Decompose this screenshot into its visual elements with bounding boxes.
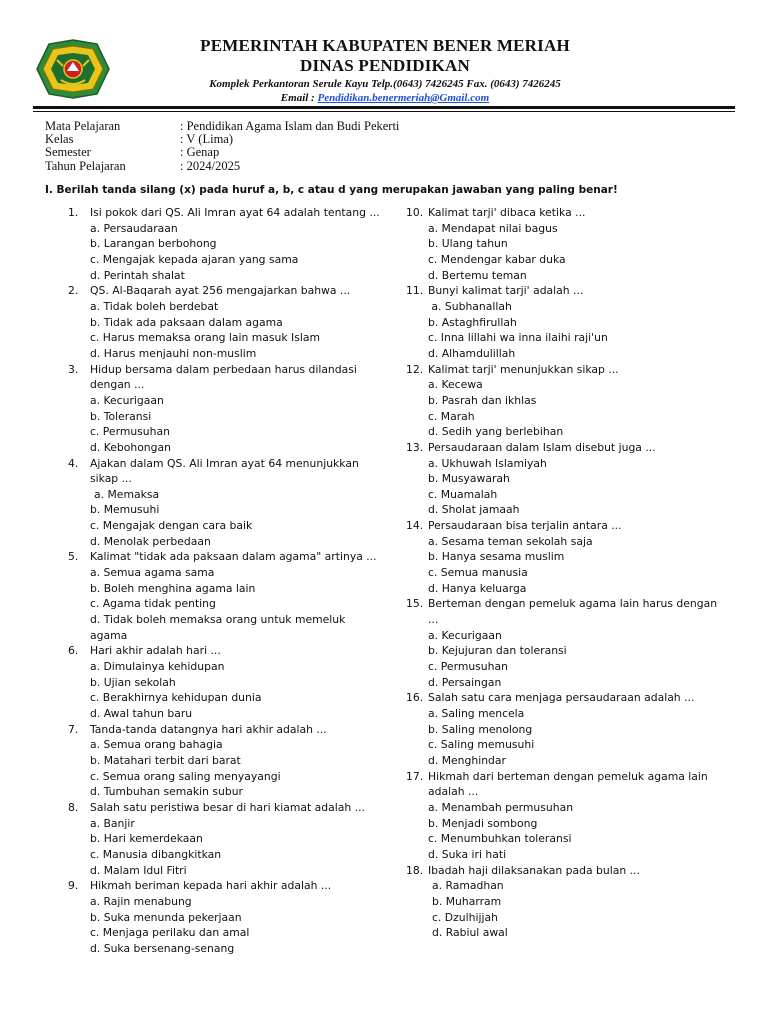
question-item	[62, 800, 382, 878]
answer-option[interactable]: c. Semua manusia	[428, 566, 528, 580]
answer-option[interactable]: c. Semua orang saling menyayangi	[90, 769, 281, 783]
answer-option[interactable]: b. Kejujuran dan toleransi	[428, 644, 567, 658]
question-number: 13.	[406, 440, 424, 454]
answer-option[interactable]: b. Memusuhi	[90, 503, 160, 517]
answer-option[interactable]: d. Awal tahun baru	[90, 707, 193, 720]
info-value: : 2024/2025	[180, 158, 241, 173]
question-number: 2.	[68, 284, 79, 298]
question-number: 18.	[406, 863, 424, 877]
answer-option[interactable]: b. Tidak ada paksaan dalam agama	[90, 315, 283, 329]
question-number: 14.	[406, 519, 424, 533]
answer-option[interactable]: b. Suka menunda pekerjaan	[90, 910, 242, 924]
answer-option[interactable]: d. Suka iri hati	[428, 847, 507, 861]
answer-option[interactable]: a. Ramadhan	[432, 879, 504, 893]
question-item	[400, 596, 730, 690]
answer-option[interactable]: a. Ukhuwah Islamiyah	[428, 456, 547, 470]
answer-option[interactable]: b. Musyawarah	[428, 472, 510, 486]
answer-option[interactable]: d. Malam Idul Fitri	[90, 863, 187, 877]
answer-option[interactable]: a. Kecurigaan	[90, 393, 164, 407]
question-number: 7.	[68, 722, 79, 736]
answer-option[interactable]: d. Persaingan	[428, 675, 502, 689]
answer-option[interactable]: c. Muamalah	[428, 487, 498, 501]
question-text: Ajakan dalam QS. Ali Imran ayat 64 menunjukkan sikap ...	[90, 456, 359, 486]
question-text: Berteman dengan pemeluk agama lain harus dengan ...	[428, 597, 718, 627]
question-number: 5.	[68, 550, 79, 564]
questions-column-left	[62, 205, 382, 957]
office-email-line	[120, 91, 650, 105]
answer-option[interactable]: b. Ulang tahun	[428, 237, 508, 251]
info-key: Kelas	[45, 132, 74, 147]
answer-option[interactable]: d. Sholat jamaah	[428, 503, 520, 517]
answer-option[interactable]: c. Agama tidak penting	[90, 597, 216, 611]
question-item	[400, 440, 730, 518]
email-label: Email :	[280, 92, 318, 104]
question-item	[400, 283, 730, 361]
answer-option[interactable]: d. Suka bersenang-senang	[90, 941, 235, 955]
question-item	[62, 549, 382, 643]
question-text: Kalimat tarji' menunjukkan sikap ...	[428, 362, 619, 376]
question-item	[400, 863, 730, 941]
answer-option[interactable]: b. Hanya sesama muslim	[428, 550, 565, 564]
answer-option[interactable]: a. Menambah permusuhan	[428, 800, 574, 814]
email-link[interactable]: Pendidikan.benermeriah@Gmail.com	[317, 92, 490, 104]
question-text: Hari akhir adalah hari ...	[90, 644, 221, 658]
answer-option[interactable]: d. Alhamdulillah	[428, 346, 516, 360]
answer-option[interactable]: d. Hanya keluarga	[428, 581, 527, 595]
question-text: Hikmah beriman kepada hari akhir adalah ...	[90, 879, 332, 893]
answer-option[interactable]: d. Tidak boleh memaksa orang untuk memeluk agama	[90, 613, 346, 642]
question-item	[62, 205, 382, 283]
question-text: Persaudaraan bisa terjalin antara ...	[428, 519, 622, 533]
answer-option[interactable]: d. Bertemu teman	[428, 268, 527, 282]
question-number: 10.	[406, 206, 424, 219]
question-number: 9.	[68, 879, 79, 893]
question-item	[62, 878, 382, 956]
info-row	[45, 146, 399, 159]
answer-option[interactable]: b. Ujian sekolah	[90, 675, 176, 689]
answer-option[interactable]: a. Memaksa	[94, 487, 160, 501]
answer-option[interactable]: a. Dimulainya kehidupan	[90, 660, 225, 674]
answer-option[interactable]: d. Harus menjauhi non-muslim	[90, 346, 257, 360]
info-row	[45, 160, 399, 173]
answer-option[interactable]: c. Berakhirnya kehidupan dunia	[90, 691, 262, 705]
answer-option[interactable]: b. Matahari terbit dari barat	[90, 753, 241, 767]
question-item	[62, 283, 382, 361]
letterhead	[120, 36, 650, 105]
letterhead-thin-rule	[33, 111, 735, 112]
answer-option[interactable]: c. Saling memusuhi	[428, 738, 535, 752]
answer-option[interactable]: b. Boleh menghina agama lain	[90, 581, 256, 595]
answer-option[interactable]: a. Sesama teman sekolah saja	[428, 534, 593, 548]
question-number: 12.	[406, 362, 424, 376]
answer-option[interactable]: a. Persaudaraan	[90, 221, 178, 235]
answer-option[interactable]: a. Saling mencela	[428, 707, 525, 720]
question-text: Salah satu peristiwa besar di hari kiamat adalah ...	[90, 800, 365, 814]
question-text: Bunyi kalimat tarji' adalah ...	[428, 284, 584, 298]
question-item	[62, 362, 382, 456]
answer-option[interactable]: a. Rajin menabung	[90, 894, 192, 908]
question-item	[400, 690, 730, 768]
answer-option[interactable]: a. Tidak boleh berdebat	[90, 299, 219, 313]
answer-option[interactable]: d. Kebohongan	[90, 440, 171, 454]
question-text: Ibadah haji dilaksanakan pada bulan ...	[428, 863, 640, 877]
answer-option[interactable]: b. Hari kemerdekaan	[90, 832, 203, 846]
answer-option[interactable]: a. Mendapat nilai bagus	[428, 221, 558, 235]
info-key: Tahun Pelajaran	[45, 158, 126, 173]
answer-option[interactable]: d. Menghindar	[428, 753, 506, 767]
question-number: 8.	[68, 800, 79, 814]
question-number: 15.	[406, 597, 424, 611]
answer-option[interactable]: b. Larangan berbohong	[90, 237, 217, 251]
question-item	[400, 518, 730, 596]
question-text: Hikmah dari berteman dengan pemeluk agama lain adalah ...	[428, 769, 708, 799]
answer-option[interactable]: c. Inna lillahi wa inna ilaihi raji'un	[428, 331, 608, 345]
answer-option[interactable]: b. Astaghfirullah	[428, 315, 517, 329]
question-number: 17.	[406, 769, 424, 783]
question-text: Tanda-tanda datangnya hari akhir adalah ...	[90, 722, 327, 736]
questions-column-right	[400, 205, 730, 941]
exam-info	[45, 120, 399, 173]
answer-option[interactable]: c. Mengajak dengan cara baik	[90, 519, 253, 533]
answer-option[interactable]: a. Banjir	[90, 816, 135, 830]
info-value: : Genap	[180, 145, 220, 160]
answer-option[interactable]: b. Muharram	[432, 894, 502, 908]
answer-option[interactable]: b. Toleransi	[90, 409, 152, 423]
answer-option[interactable]: c. Mengajak kepada ajaran yang sama	[90, 252, 299, 266]
answer-option[interactable]: c. Marah	[428, 409, 475, 423]
office-address: Komplek Perkantoran Serule Kayu Telp.(0643) 7426245 Fax. (0643) 7426245	[209, 78, 561, 90]
question-item	[400, 362, 730, 440]
government-title: PEMERINTAH KABUPATEN BENER MERIAH	[200, 36, 570, 55]
answer-option[interactable]: a. Semua agama sama	[90, 566, 215, 580]
question-number: 11.	[406, 284, 424, 298]
question-number: 6.	[68, 644, 79, 658]
answer-option[interactable]: c. Harus memaksa orang lain masuk Islam	[90, 331, 321, 345]
section-instruction: I. Berilah tanda silang (x) pada huruf a, b, c atau d yang merupakan jawaban yang paling benar!	[45, 184, 618, 196]
question-text: Kalimat tarji' dibaca ketika ...	[428, 206, 586, 219]
answer-option[interactable]: b. Menjadi sombong	[428, 816, 538, 830]
answer-option[interactable]: d. Rabiul awal	[432, 926, 508, 940]
question-number: 3.	[68, 362, 79, 376]
question-text: Isi pokok dari QS. Ali Imran ayat 64 adalah tentang ...	[90, 206, 380, 219]
info-value: : Pendidikan Agama Islam dan Budi Pekerti	[180, 119, 400, 133]
answer-option[interactable]: d. Tumbuhan semakin subur	[90, 785, 243, 799]
answer-option[interactable]: c. Menjaga perilaku dan amal	[90, 926, 250, 940]
answer-option[interactable]: c. Permusuhan	[90, 425, 170, 439]
question-text: Kalimat "tidak ada paksaan dalam agama" artinya ...	[90, 550, 377, 564]
question-text: Salah satu cara menjaga persaudaraan adalah ...	[428, 691, 695, 705]
question-number: 16.	[406, 691, 424, 705]
question-number: 1.	[68, 206, 79, 219]
answer-option[interactable]: c. Permusuhan	[428, 660, 508, 674]
answer-option[interactable]: d. Perintah shalat	[90, 268, 185, 282]
answer-option[interactable]: b. Pasrah dan ikhlas	[428, 393, 537, 407]
info-key: Mata Pelajaran	[45, 119, 121, 133]
question-item	[400, 205, 730, 283]
info-value: : V (Lima)	[180, 132, 234, 147]
regency-emblem-logo	[33, 38, 113, 100]
question-text: QS. Al-Baqarah ayat 256 mengajarkan bahwa ...	[90, 284, 351, 298]
answer-option[interactable]: a. Semua orang bahagia	[90, 738, 223, 752]
question-text: Persaudaraan dalam Islam disebut juga ...	[428, 440, 656, 454]
answer-option[interactable]: c. Mendengar kabar duka	[428, 252, 566, 266]
answer-option[interactable]: a. Kecurigaan	[428, 628, 502, 642]
info-row	[45, 133, 399, 146]
info-key: Semester	[45, 145, 91, 160]
question-item	[62, 643, 382, 721]
answer-option[interactable]: c. Menumbuhkan toleransi	[428, 832, 572, 846]
question-item	[62, 456, 382, 550]
answer-option[interactable]: c. Manusia dibangkitkan	[90, 847, 222, 861]
answer-option[interactable]: d. Menolak perbedaan	[90, 534, 211, 548]
answer-option[interactable]: a. Subhanallah	[428, 299, 512, 313]
question-item	[62, 722, 382, 800]
answer-option[interactable]: b. Saling menolong	[428, 722, 533, 736]
question-number: 4.	[68, 456, 79, 470]
answer-option[interactable]: d. Sedih yang berlebihan	[428, 425, 564, 439]
answer-option[interactable]: a. Kecewa	[428, 378, 483, 392]
question-item	[400, 769, 730, 863]
office-title: DINAS PENDIDIKAN	[300, 56, 470, 75]
answer-option[interactable]: c. Dzulhijjah	[432, 910, 498, 924]
letterhead-thick-rule	[33, 106, 735, 109]
question-text: Hidup bersama dalam perbedaan harus dilandasi dengan ...	[90, 362, 357, 392]
